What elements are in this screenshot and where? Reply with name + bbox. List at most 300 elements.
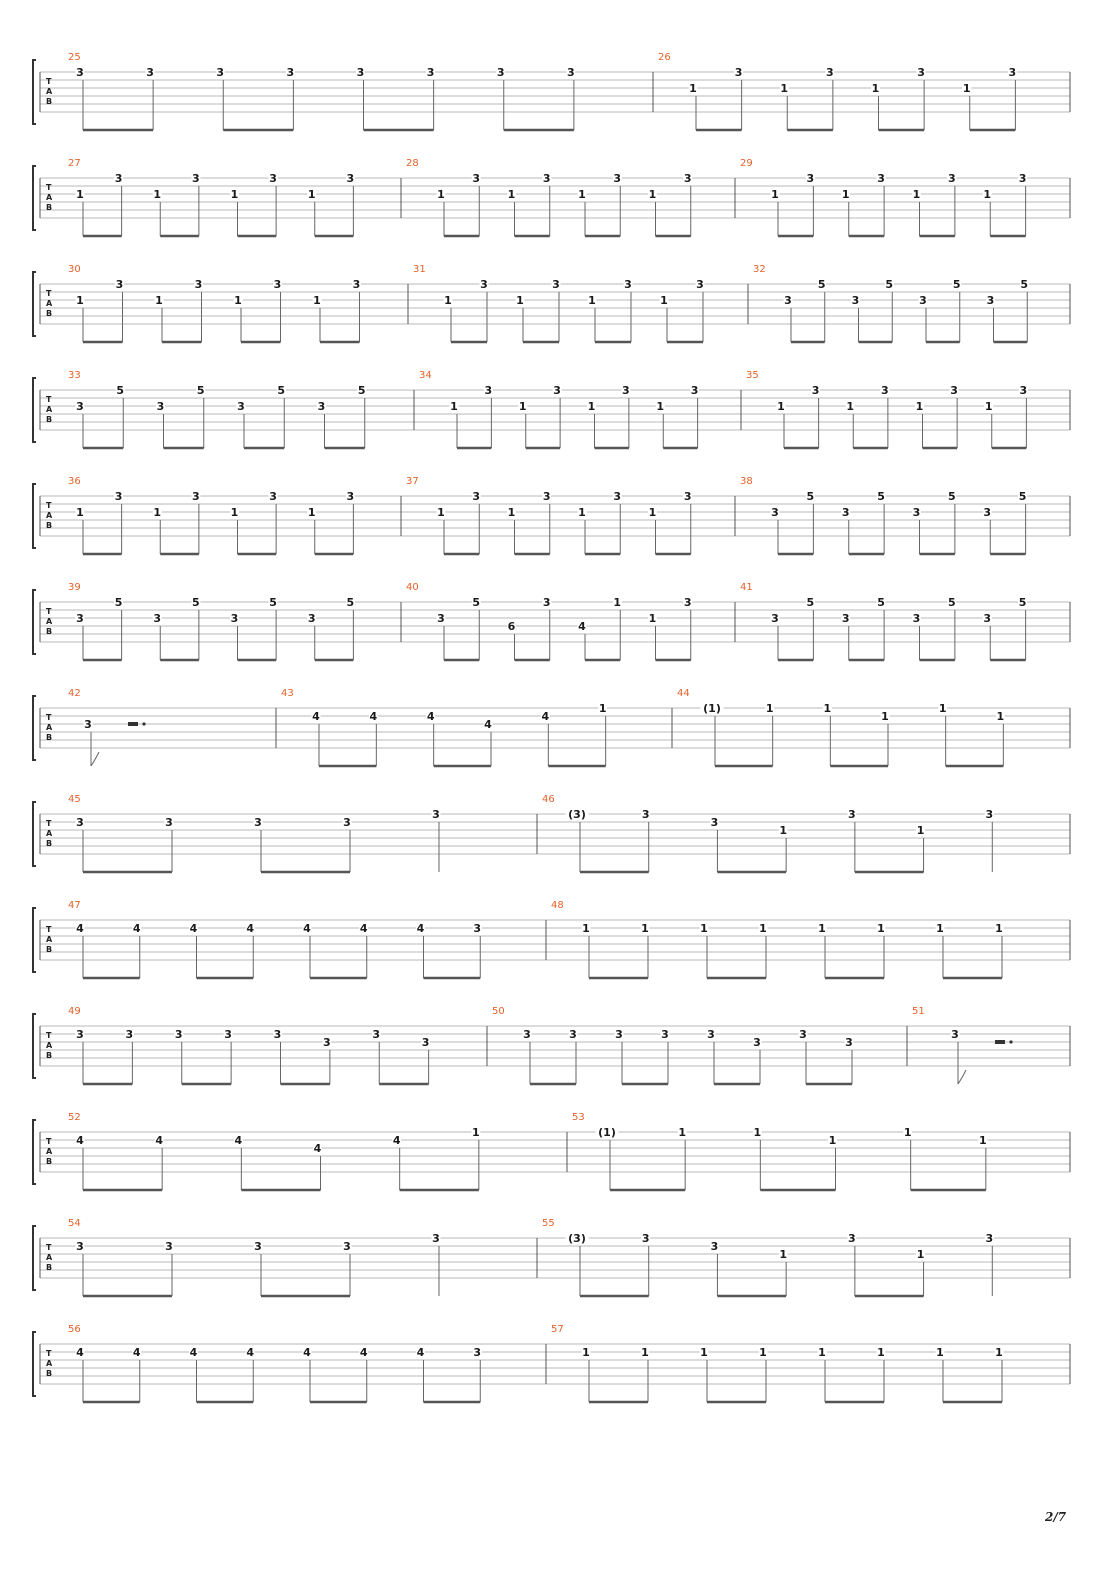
fret-number: 1 (660, 294, 668, 307)
fret-number: 1 (76, 506, 84, 519)
fret-number: 3 (710, 816, 719, 829)
measure-number: 51 (912, 1006, 925, 1017)
system-bracket (33, 60, 36, 124)
fret-number: 3 (84, 718, 92, 731)
fret-number: 1 (780, 82, 789, 95)
tab-system (33, 1006, 1070, 1084)
note-flag (958, 1070, 966, 1084)
fret-number: 3 (552, 278, 560, 291)
fret-number: 3 (1018, 172, 1027, 185)
fret-number: 3 (426, 66, 435, 79)
fret-number: 1 (903, 1126, 912, 1139)
fret-number: 3 (799, 1028, 807, 1041)
tab-system (33, 582, 1070, 660)
fret-number: 3 (877, 172, 885, 185)
tab-clef-letter: T (46, 1137, 52, 1146)
fret-number: 1 (437, 188, 445, 201)
measure (746, 370, 1028, 448)
fret-number: 3 (753, 1036, 761, 1049)
fret-number: 1 (582, 1346, 590, 1359)
fret-number: 3 (254, 816, 262, 829)
measure (912, 1006, 1013, 1084)
tab-system (33, 158, 1070, 236)
fret-number: 3 (811, 384, 820, 397)
fret-number: 3 (1019, 384, 1028, 397)
measure (281, 688, 607, 766)
fret-number: 1 (76, 294, 84, 307)
fret-number: 4 (155, 1134, 163, 1147)
fret-number: 3 (174, 1028, 183, 1041)
fret-number: 4 (246, 922, 255, 935)
fret-number: 1 (587, 400, 596, 413)
fret-number: 3 (841, 612, 850, 625)
tab-system (33, 52, 1070, 130)
fret-number: 1 (765, 702, 774, 715)
fret-number: 3 (848, 1232, 856, 1245)
tab-clef-letter: A (46, 1041, 53, 1050)
fret-number: 3 (690, 384, 699, 397)
fret-number: 3 (806, 172, 815, 185)
fret-number: 3 (165, 1240, 173, 1253)
fret-number: 3 (484, 384, 493, 397)
tab-clef-letter: T (46, 925, 52, 934)
fret-number: 5 (952, 278, 961, 291)
measure (68, 1006, 430, 1084)
fret-number: 4 (484, 718, 492, 731)
tab-clef-letter: B (46, 627, 53, 636)
fret-number: 3 (165, 816, 173, 829)
measure (68, 1324, 482, 1402)
fret-number: 3 (542, 490, 551, 503)
fret-number: 1 (983, 188, 992, 201)
fret-number: 4 (416, 1346, 425, 1359)
fret-number: 3 (523, 1028, 531, 1041)
fret-number: 1 (753, 1126, 762, 1139)
measure (677, 688, 1005, 766)
fret-number: 1 (230, 506, 239, 519)
fret-number: 1 (779, 1248, 787, 1261)
fret-number: 4 (359, 1346, 368, 1359)
system-bracket (33, 1332, 36, 1396)
fret-number: 3 (613, 172, 622, 185)
fret-number: 3 (273, 278, 282, 291)
fret-number: 3 (473, 1346, 482, 1359)
fret-number: 1 (153, 188, 162, 201)
fret-number: 3 (254, 1240, 262, 1253)
fret-number: 3 (114, 172, 123, 185)
measure-number: 57 (551, 1324, 564, 1335)
fret-number: 3 (661, 1028, 669, 1041)
fret-number: 3 (317, 400, 326, 413)
fret-number: 3 (146, 66, 154, 79)
fret-number: 1 (779, 824, 787, 837)
measure (406, 582, 692, 660)
fret-number: 1 (613, 596, 622, 609)
fret-number: 1 (307, 188, 316, 201)
fret-number: 3 (710, 1240, 719, 1253)
fret-number: 1 (155, 294, 163, 307)
fret-number: 4 (392, 1134, 401, 1147)
system-bracket (33, 590, 36, 654)
system-bracket (33, 272, 36, 336)
rest-dot (1009, 1040, 1012, 1043)
fret-number: 3 (114, 490, 123, 503)
fret-number: 3 (76, 66, 84, 79)
fret-number: 1 (995, 922, 1003, 935)
measure (740, 582, 1027, 660)
fret-number: 3 (851, 294, 860, 307)
tab-clef-letter: A (46, 405, 53, 414)
fret-number: 4 (541, 710, 550, 723)
fret-number: 1 (307, 506, 316, 519)
fret-number: 3 (472, 172, 481, 185)
fret-number: 3 (950, 384, 958, 397)
fret-number: 1 (962, 82, 971, 95)
fret-number: 3 (683, 596, 692, 609)
measure-number: 53 (572, 1112, 585, 1123)
fret-number: 4 (234, 1134, 243, 1147)
measure-number: 30 (68, 264, 81, 275)
tab-clef-letter: A (46, 935, 53, 944)
tab-clef-letter: B (46, 945, 53, 954)
fret-number: 4 (76, 922, 84, 935)
fret-number: 5 (806, 490, 815, 503)
fret-number: 3 (553, 384, 561, 397)
tab-clef-letter: B (46, 733, 53, 742)
fret-number: 1 (916, 1248, 925, 1261)
fret-number: 3 (771, 612, 779, 625)
fret-number: 1 (76, 188, 84, 201)
measure-number: 41 (740, 582, 753, 593)
fret-number: 3 (269, 490, 277, 503)
tab-system (33, 1112, 1070, 1190)
fret-number: 3 (683, 172, 692, 185)
tab-system (33, 1218, 1070, 1296)
fret-number: 1 (656, 400, 665, 413)
tab-clef-letter: B (46, 203, 53, 212)
system-bracket (33, 696, 36, 760)
fret-number: 3 (683, 490, 692, 503)
fret-number: 3 (352, 278, 361, 291)
fret-number: 4 (416, 922, 425, 935)
measure (68, 688, 146, 766)
fret-number: 4 (312, 710, 320, 723)
fret-number: 3 (707, 1028, 715, 1041)
measure (542, 794, 994, 872)
fret-number: 3 (951, 1028, 959, 1041)
fret-number: 1 (759, 922, 767, 935)
fret-number: 3 (848, 808, 856, 821)
fret-number: 5 (877, 490, 885, 503)
tab-clef-letter: T (46, 819, 52, 828)
fret-number: 3 (473, 922, 482, 935)
system-bracket (33, 1014, 36, 1078)
fret-number: 3 (307, 612, 316, 625)
fret-number: 1 (472, 1126, 480, 1139)
fret-number: 3 (983, 506, 992, 519)
fret-number: 1 (995, 1346, 1003, 1359)
fret-number: 3 (356, 66, 365, 79)
fret-number: (3) (568, 1232, 586, 1245)
fret-number: 1 (700, 1346, 708, 1359)
fret-number: 5 (885, 278, 894, 291)
measure (492, 1006, 854, 1084)
measure-number: 38 (740, 476, 753, 487)
fret-number: 1 (678, 1126, 686, 1139)
fret-number: 5 (877, 596, 885, 609)
fret-number: 3 (216, 66, 225, 79)
measure-number: 50 (492, 1006, 505, 1017)
fret-number: 3 (76, 612, 84, 625)
measure (68, 370, 366, 448)
fret-number: 1 (915, 400, 924, 413)
fret-number: 1 (771, 188, 779, 201)
fret-number: 5 (277, 384, 286, 397)
fret-number: 5 (948, 596, 956, 609)
tab-clef-letter: B (46, 415, 53, 424)
fret-number: 3 (615, 1028, 623, 1041)
measure-number: 32 (753, 264, 766, 275)
fret-number: 3 (985, 808, 994, 821)
measure-number: 37 (406, 476, 419, 487)
fret-number: 3 (641, 1232, 650, 1245)
tab-system (33, 1324, 1070, 1402)
fret-number: 3 (224, 1028, 232, 1041)
system-bracket (33, 1226, 36, 1290)
measure-number: 39 (68, 582, 81, 593)
measure (572, 1112, 987, 1190)
fret-number: 3 (696, 278, 704, 291)
fret-number: 3 (343, 1240, 351, 1253)
tab-system (33, 370, 1070, 448)
fret-number: 3 (917, 66, 925, 79)
fret-number: 1 (648, 188, 657, 201)
measure (68, 582, 355, 660)
fret-number: (3) (568, 808, 586, 821)
tab-clef-letter: T (46, 77, 52, 86)
fret-number: 3 (841, 506, 850, 519)
fret-number: 1 (700, 922, 708, 935)
measure-number: 55 (542, 1218, 555, 1229)
fret-number: 5 (196, 384, 205, 397)
measure-number: 52 (68, 1112, 81, 1123)
fret-number: 1 (313, 294, 321, 307)
measure-number: 31 (413, 264, 426, 275)
fret-number: 1 (518, 400, 527, 413)
measure-number: 25 (68, 52, 81, 63)
fret-number: 3 (542, 172, 551, 185)
fret-number: 3 (567, 66, 575, 79)
fret-number: 3 (986, 294, 995, 307)
fret-number: 3 (826, 66, 834, 79)
fret-number: 4 (313, 1142, 322, 1155)
measure-number: 36 (68, 476, 81, 487)
fret-number: 1 (777, 400, 785, 413)
tab-clef-letter: T (46, 607, 52, 616)
fret-number: 3 (734, 66, 743, 79)
fret-number: 4 (303, 1346, 311, 1359)
fret-number: 4 (426, 710, 435, 723)
fret-number: 4 (578, 620, 586, 633)
fret-number: 5 (116, 384, 125, 397)
fret-number: 1 (871, 82, 880, 95)
fret-number: 5 (1020, 278, 1029, 291)
system-bracket (33, 1120, 36, 1184)
measure (413, 264, 705, 342)
measure-number: 33 (68, 370, 81, 381)
fret-number: 5 (269, 596, 277, 609)
measure-number: 34 (419, 370, 432, 381)
fret-number: 1 (507, 506, 516, 519)
fret-number: 3 (125, 1028, 134, 1041)
measure-number: 46 (542, 794, 555, 805)
fret-number: 3 (437, 612, 445, 625)
fret-number: 4 (76, 1346, 84, 1359)
measure (740, 158, 1027, 236)
fret-number: 5 (346, 596, 355, 609)
fret-number: 1 (582, 922, 590, 935)
measure (68, 794, 441, 872)
fret-number: 1 (841, 188, 850, 201)
fret-number: 3 (346, 172, 355, 185)
measure-number: 56 (68, 1324, 81, 1335)
fret-number: 1 (877, 922, 885, 935)
fret-number: 3 (784, 294, 792, 307)
rest-dot (142, 722, 145, 725)
measure (753, 264, 1029, 342)
fret-number: 4 (303, 922, 311, 935)
fret-number: 4 (189, 922, 198, 935)
fret-number: 3 (641, 808, 650, 821)
fret-number: 1 (598, 702, 607, 715)
fret-number: 3 (496, 66, 505, 79)
fret-number: 1 (444, 294, 452, 307)
tab-clef-letter: T (46, 1243, 52, 1252)
fret-number: 3 (346, 490, 355, 503)
page-number: 2/7 (1045, 1510, 1067, 1524)
measure (68, 1112, 480, 1190)
fret-number: 1 (588, 294, 596, 307)
fret-number: 3 (273, 1028, 282, 1041)
fret-number: 3 (76, 1028, 84, 1041)
fret-number: 1 (578, 506, 586, 519)
fret-number: 3 (480, 278, 488, 291)
measure-number: 35 (746, 370, 759, 381)
fret-number: 3 (343, 816, 351, 829)
measure (68, 476, 355, 554)
tab-clef-letter: A (46, 1359, 53, 1368)
measure (551, 1324, 1004, 1402)
system-bracket (33, 484, 36, 548)
tab-system (33, 476, 1070, 554)
fret-number: 4 (246, 1346, 255, 1359)
note-flag (91, 752, 99, 766)
fret-number: 5 (114, 596, 123, 609)
tab-clef-letter: A (46, 617, 53, 626)
fret-number: 1 (912, 188, 921, 201)
measure (740, 476, 1027, 554)
tab-clef-letter: A (46, 1147, 53, 1156)
fret-number: 1 (641, 922, 649, 935)
tab-clef-letter: A (46, 829, 53, 838)
fret-number: 3 (919, 294, 927, 307)
system-bracket (33, 908, 36, 972)
measure-number: 54 (68, 1218, 81, 1229)
fret-number: 3 (192, 490, 200, 503)
fret-number: 3 (115, 278, 124, 291)
system-bracket (33, 378, 36, 442)
tab-clef-letter: T (46, 395, 52, 404)
measure (68, 52, 575, 130)
fret-number: 1 (979, 1134, 987, 1147)
fret-number: 3 (432, 808, 440, 821)
tab-clef-letter: T (46, 713, 52, 722)
fret-number: 1 (938, 702, 947, 715)
tab-system (33, 794, 1070, 872)
fret-number: 1 (648, 612, 657, 625)
fret-number: 1 (818, 922, 826, 935)
fret-number: 5 (806, 596, 815, 609)
tab-clef-letter: B (46, 1263, 53, 1272)
tab-clef-letter: B (46, 1157, 53, 1166)
fret-number: 3 (153, 612, 162, 625)
fret-number: 1 (936, 922, 944, 935)
measure-number: 47 (68, 900, 81, 911)
fret-number: 3 (372, 1028, 381, 1041)
tab-clef-letter: A (46, 723, 53, 732)
tab-clef-letter: B (46, 839, 53, 848)
fret-number: 3 (983, 612, 992, 625)
fret-number: 6 (507, 620, 516, 633)
measure (658, 52, 1017, 130)
tab-clef-letter: A (46, 87, 53, 96)
measure (68, 264, 361, 342)
fret-number: 1 (996, 710, 1005, 723)
fret-number: 4 (76, 1134, 84, 1147)
fret-number: 4 (132, 1346, 141, 1359)
measure-number: 49 (68, 1006, 81, 1017)
fret-number: 3 (286, 66, 295, 79)
fret-number: 5 (1018, 490, 1027, 503)
fret-number: 1 (234, 294, 242, 307)
measure-number: 42 (68, 688, 81, 699)
measure-number: 29 (740, 158, 753, 169)
tab-clef-letter: T (46, 501, 52, 510)
measure (68, 900, 482, 978)
system-bracket (33, 166, 36, 230)
fret-number: 3 (472, 490, 481, 503)
half-rest (128, 722, 138, 726)
fret-number: 1 (877, 1346, 885, 1359)
fret-number: 4 (359, 922, 368, 935)
fret-number: 4 (132, 922, 141, 935)
tab-clef-letter: T (46, 289, 52, 298)
fret-number: 1 (641, 1346, 649, 1359)
fret-number: 3 (912, 506, 921, 519)
measure-number: 28 (406, 158, 419, 169)
measure-number: 26 (658, 52, 671, 63)
fret-number: 1 (759, 1346, 767, 1359)
fret-number: 3 (421, 1036, 430, 1049)
fret-number: 3 (985, 1232, 994, 1245)
fret-number: 3 (76, 400, 84, 413)
fret-number: 3 (76, 1240, 84, 1253)
fret-number: 1 (818, 1346, 826, 1359)
tab-clef-letter: A (46, 193, 53, 202)
fret-number: 3 (432, 1232, 440, 1245)
measure (542, 1218, 994, 1296)
fret-number: 4 (369, 710, 378, 723)
